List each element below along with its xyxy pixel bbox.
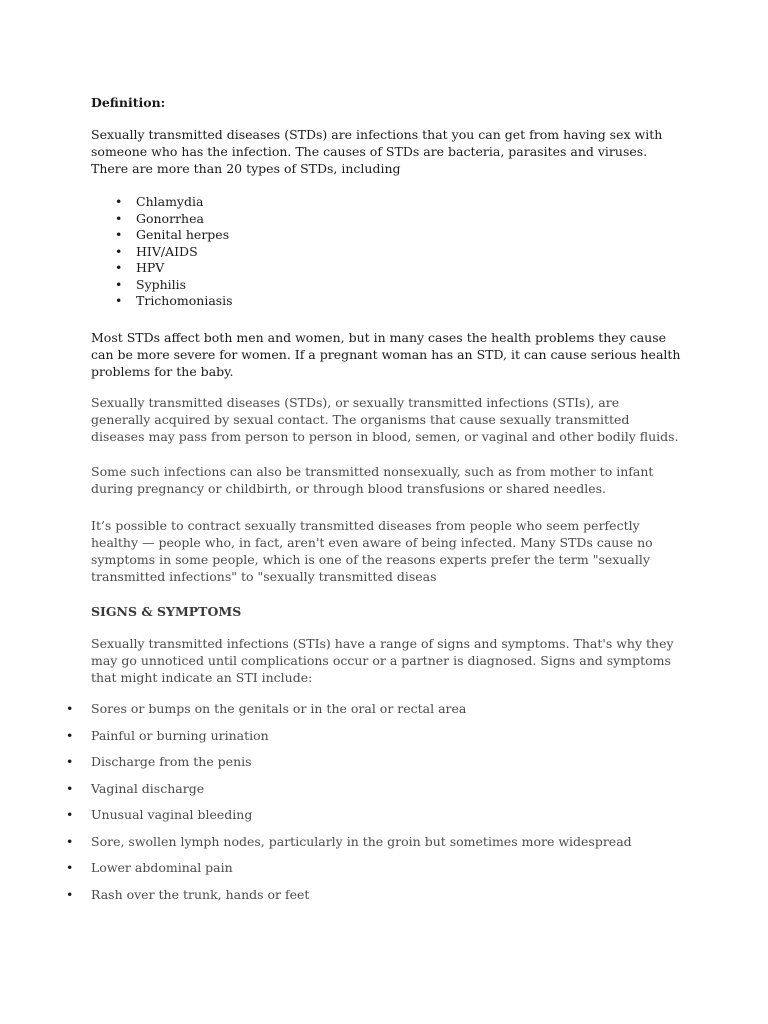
transmission-paragraph: Sexually transmitted diseases (STDs), or sexually transmitted infections (STIs), are generally acquired by sexual contact. The organisms that cause sexually transmitted diseases may pass from person to person in blood, semen, or vaginal and other bodily fluids. bbox=[91, 395, 679, 444]
bullet-icon: • bbox=[66, 860, 74, 875]
list-item bbox=[66, 886, 632, 913]
list-item bbox=[66, 700, 632, 727]
bullet-icon: • bbox=[66, 727, 74, 743]
symptom-label: Vaginal discharge bbox=[91, 780, 205, 796]
bullet-icon: • bbox=[66, 701, 74, 716]
bullet-icon: • bbox=[115, 276, 123, 292]
symptoms-heading: SIGNS & SYMPTOMS bbox=[91, 604, 242, 619]
bullet-icon: • bbox=[115, 210, 123, 226]
symptom-label: Lower abdominal pain bbox=[91, 860, 233, 875]
list-item bbox=[66, 780, 632, 807]
list-item bbox=[91, 293, 233, 310]
std-type-label: HPV bbox=[136, 260, 165, 275]
healthy-paragraph: It’s possible to contract sexually transmitted diseases from people who seem perfectly healthy — people who, in fact, aren't even aware of being infected. Many STDs cause no symptoms in some people, which is one of the reasons experts prefer the term "sexually transmitted infections" to "sexually transmitted diseas bbox=[91, 518, 653, 584]
bullet-icon: • bbox=[66, 754, 74, 769]
symptoms-list bbox=[66, 700, 632, 912]
bullet-icon: • bbox=[115, 243, 123, 259]
symptom-label: Rash over the trunk, hands or feet bbox=[91, 886, 310, 902]
list-item bbox=[91, 227, 233, 244]
symptoms-intro-paragraph: Sexually transmitted infections (STIs) have a range of signs and symptoms. That's why they may go unnoticed until complications occur or a partner is diagnosed. Signs and symptoms that might indicate an STI include: bbox=[91, 636, 674, 685]
symptom-label: Unusual vaginal bleeding bbox=[91, 807, 253, 822]
bullet-icon: • bbox=[115, 260, 123, 275]
std-type-label: Genital herpes bbox=[136, 227, 230, 242]
effects-paragraph: Most STDs affect both men and women, but in many cases the health problems they cause can be more severe for women. If a pregnant woman has an STD, it can cause serious health problems for the baby. bbox=[91, 330, 681, 379]
list-item bbox=[91, 260, 233, 277]
std-types-list bbox=[91, 194, 233, 310]
symptom-label: Sores or bumps on the genitals or in the oral or rectal area bbox=[91, 701, 467, 716]
symptom-label: Sore, swollen lymph nodes, particularly in the groin but sometimes more widespread bbox=[91, 833, 632, 849]
list-item bbox=[66, 833, 632, 860]
list-item bbox=[66, 806, 632, 833]
list-item bbox=[66, 859, 632, 886]
list-item bbox=[66, 727, 632, 754]
std-type-label: Chlamydia bbox=[136, 194, 204, 209]
bullet-icon: • bbox=[66, 780, 74, 796]
bullet-icon: • bbox=[115, 194, 123, 209]
std-type-label: Trichomoniasis bbox=[136, 293, 233, 308]
list-item bbox=[91, 244, 233, 261]
bullet-icon: • bbox=[115, 293, 123, 308]
list-item bbox=[91, 211, 233, 228]
definition-heading: Definition: bbox=[91, 95, 166, 110]
bullet-icon: • bbox=[66, 886, 74, 902]
list-item bbox=[91, 194, 233, 211]
symptom-label: Painful or burning urination bbox=[91, 727, 269, 743]
intro-paragraph: Sexually transmitted diseases (STDs) are infections that you can get from having sex with someone who has the infection. The causes of STDs are bacteria, parasites and viruses. There are more than 20 types of STDs, including bbox=[91, 127, 663, 176]
bullet-icon: • bbox=[66, 833, 74, 849]
bullet-icon: • bbox=[66, 807, 74, 822]
std-type-label: Syphilis bbox=[136, 276, 187, 292]
bullet-icon: • bbox=[115, 227, 123, 242]
nonsexual-paragraph: Some such infections can also be transmitted nonsexually, such as from mother to infant during pregnancy or childbirth, or through blood transfusions or shared needles. bbox=[91, 464, 654, 496]
list-item bbox=[66, 753, 632, 780]
list-item bbox=[91, 277, 233, 294]
std-type-label: Gonorrhea bbox=[136, 210, 204, 226]
std-type-label: HIV/AIDS bbox=[136, 243, 198, 259]
symptom-label: Discharge from the penis bbox=[91, 754, 252, 769]
